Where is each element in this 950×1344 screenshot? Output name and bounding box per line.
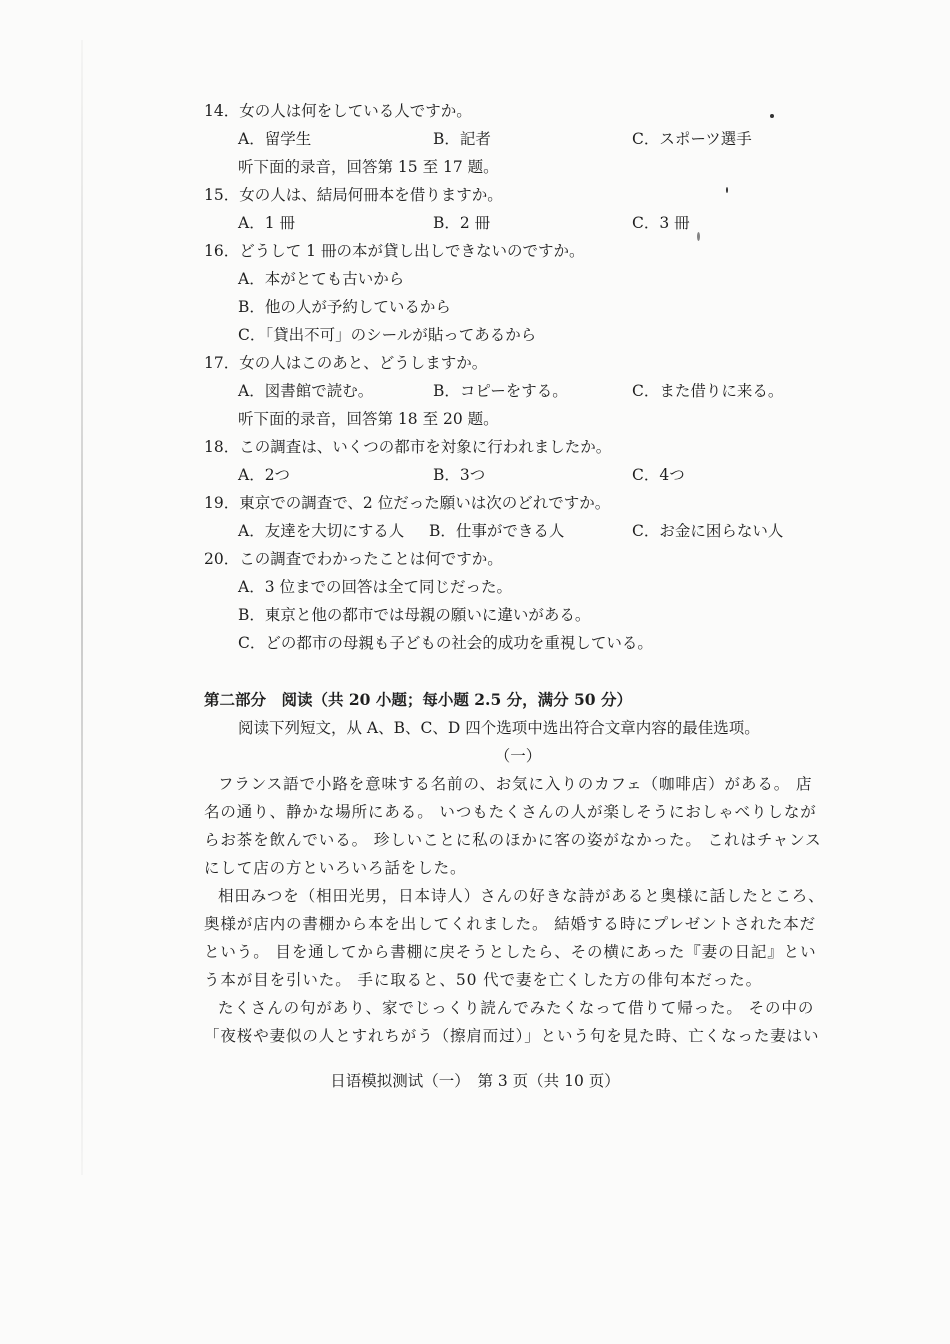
- listening-instruction: 听下面的录音，回答第 15 至 17 题。: [238, 158, 499, 176]
- question-19-stem: 19．東京での調査で、2 位だった願いは次のどれですか。: [204, 494, 611, 512]
- scan-speck: [697, 232, 700, 241]
- section-2-instruction: 阅读下列短文，从 A、B、C、D 四个选项中选出符合文章内容的最佳选项。: [238, 719, 760, 737]
- question-17-option-c: C．また借りに来る。: [632, 382, 784, 400]
- question-19-option-b: B．仕事ができる人: [429, 522, 565, 540]
- question-14-option-c: C．スポーツ選手: [632, 130, 752, 148]
- scan-speck: [770, 114, 774, 118]
- question-16-option-c: C．「貸出不可」のシールが貼ってあるから: [238, 326, 537, 344]
- passage-line: 奥様が店内の書棚から本を出してくれました。 結婚する時にプレゼントされた本だ: [204, 915, 817, 933]
- passage-line: 相田みつを（相田光男，日本诗人）さんの好きな詩があると奥様に話したところ、: [218, 887, 825, 905]
- passage-line: たくさんの句があり、家でじっくり読んでみたくなって借りて帰った。 その中の: [218, 999, 815, 1017]
- question-17-option-a: A．図書館で読む。: [238, 382, 374, 400]
- question-20-option-a: A．3 位までの回答は全て同じだった。: [238, 578, 512, 596]
- question-18-option-b: B．3つ: [433, 466, 486, 484]
- passage-line: らお茶を飲んでいる。 珍しいことに私のほかに客の姿がなかった。 これはチャンス: [204, 831, 822, 849]
- scan-binding-line: [81, 40, 83, 1175]
- section-2-title: 第二部分 阅读（共 20 小题；每小题 2.5 分，满分 50 分）: [204, 690, 632, 709]
- question-17-stem: 17．女の人はこのあと、どうしますか。: [204, 354, 488, 372]
- question-18-option-c: C．4つ: [632, 466, 685, 484]
- question-15-option-c: C．3 冊: [632, 214, 690, 232]
- question-20-option-b: B．東京と他の都市では母親の願いに違いがある。: [238, 606, 591, 624]
- question-15-option-b: B．2 冊: [433, 214, 491, 232]
- question-16-stem: 16．どうして 1 冊の本が貸し出しできないのですか。: [204, 242, 585, 260]
- passage-line: にして店の方といろいろ話をした。: [204, 859, 467, 877]
- passage-line: という。 目を通してから書棚に戻そうとしたら、その横にあった『妻の日記』とい: [204, 943, 817, 961]
- question-15-option-a: A．1 冊: [238, 214, 295, 232]
- page-footer: 日语模拟测试（一） 第 3 页（共 10 页）: [330, 1072, 620, 1090]
- listening-instruction: 听下面的录音，回答第 18 至 20 题。: [238, 410, 499, 428]
- question-15-stem: 15．女の人は、結局何冊本を借りますか。: [204, 186, 503, 204]
- question-18-option-a: A．2つ: [238, 466, 291, 484]
- passage-line: 「夜桜や妻似の人とすれちがう（擦肩而过）」という句を見た時、亡くなった妻はい: [204, 1027, 820, 1045]
- question-20-option-c: C．どの都市の母親も子どもの社会的成功を重視している。: [238, 634, 653, 652]
- question-16-option-b: B．他の人が予約しているから: [238, 298, 451, 316]
- question-17-option-b: B．コピーをする。: [433, 382, 568, 400]
- question-16-option-a: A．本がとても古いから: [238, 270, 405, 288]
- passage-line: フランス語で小路を意味する名前の、お気に入りのカフェ（咖啡店）がある。 店: [218, 775, 813, 793]
- question-14-option-a: A．留学生: [238, 130, 312, 148]
- question-20-stem: 20．この調査でわかったことは何ですか。: [204, 550, 503, 568]
- passage-line: う本が目を引いた。 手に取ると、50 代で妻を亡くした方の俳句本だった。: [204, 971, 762, 989]
- passage-number: （一）: [494, 747, 542, 765]
- question-19-option-a: A．友達を大切にする人: [238, 522, 405, 540]
- scan-speck: [726, 187, 728, 193]
- question-14-option-b: B．記者: [433, 130, 491, 148]
- passage-line: 名の通り、静かな場所にある。 いつもたくさんの人が楽しそうにおしゃべりしなが: [204, 803, 817, 821]
- question-14-stem: 14．女の人は何をしている人ですか。: [204, 102, 472, 120]
- question-18-stem: 18．この調査は、いくつの都市を対象に行われましたか。: [204, 438, 612, 456]
- question-19-option-c: C．お金に困らない人: [632, 522, 784, 540]
